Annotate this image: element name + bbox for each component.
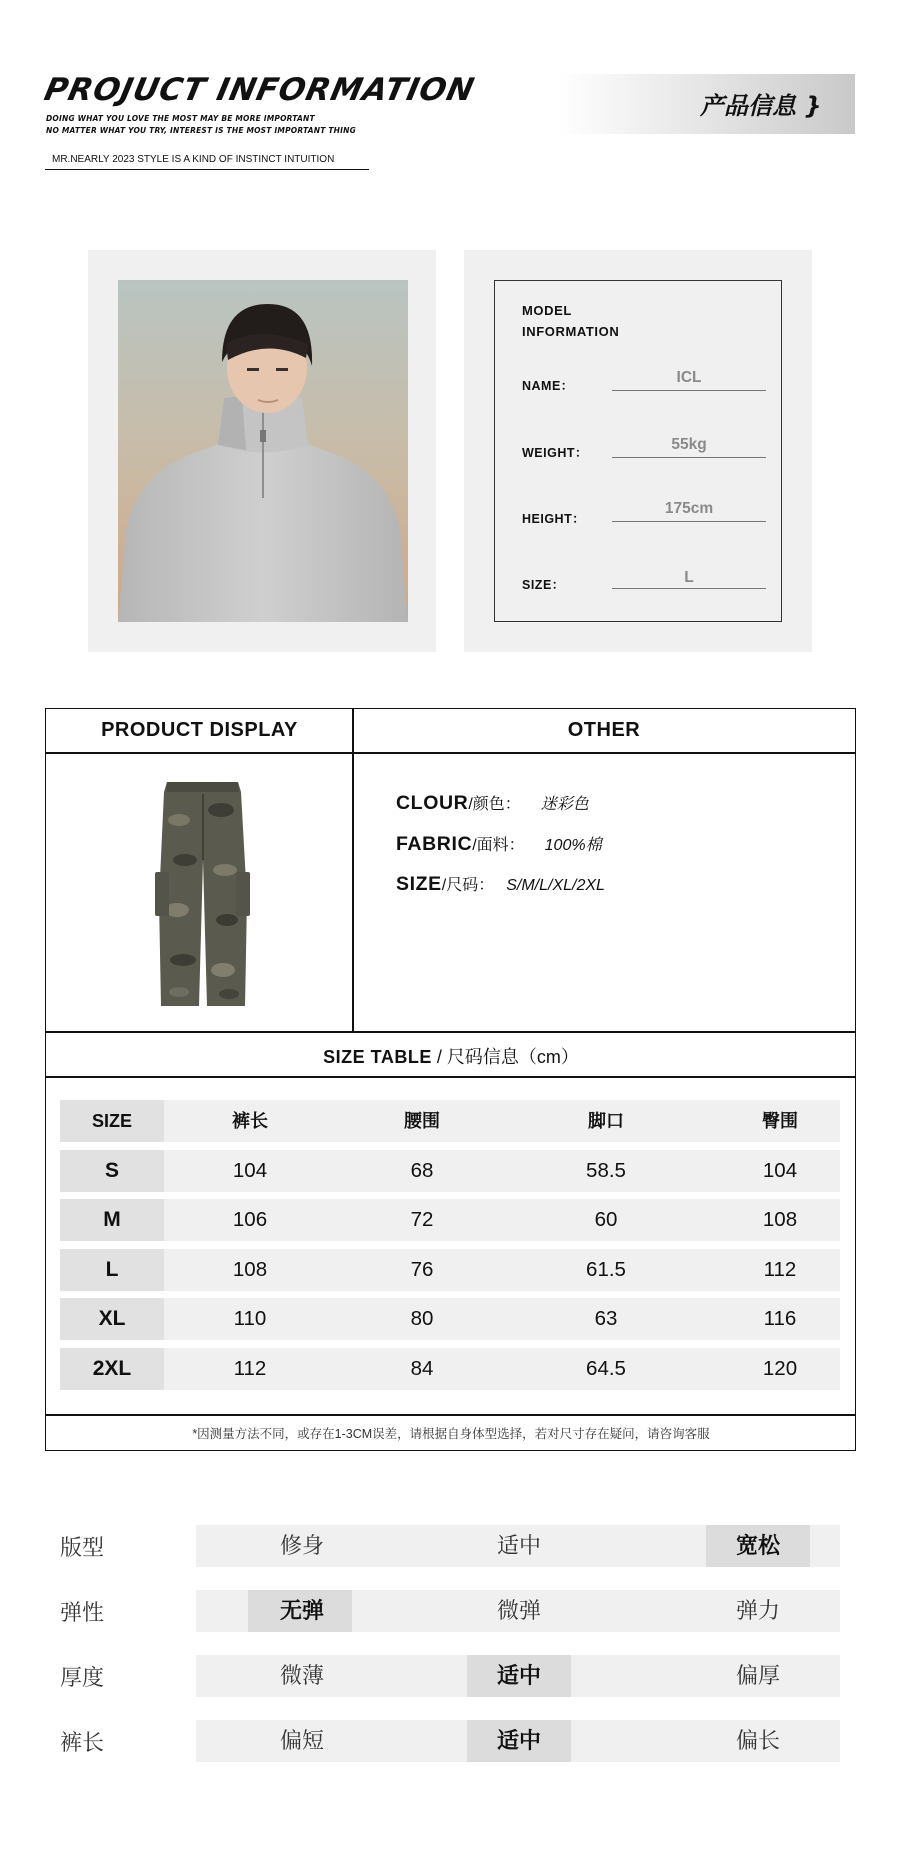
attr-fabric-value: 100%棉	[544, 837, 602, 854]
table-cell: 2XL	[92, 1357, 132, 1380]
page-title: PROJUCT INFORMATION	[41, 72, 478, 108]
table-cell: 80	[410, 1307, 434, 1330]
fit-scale-option: 修身	[279, 1533, 324, 1558]
fit-scale-label: 弹性	[60, 1600, 105, 1625]
fit-scale-option-selected: 适中	[496, 1728, 541, 1753]
table-cell: XL	[98, 1307, 126, 1330]
table-cell: 58.5	[586, 1159, 626, 1182]
fit-scale-label: 厚度	[60, 1665, 105, 1690]
model-card-title-line-1: MODEL	[522, 303, 572, 318]
table-cell: M	[103, 1208, 121, 1231]
size-table-title	[47, 1043, 855, 1069]
model-card-title-line-2: INFORMATION	[522, 324, 620, 339]
model-weight-line	[612, 457, 766, 458]
table-cell: 116	[763, 1307, 797, 1330]
product-image	[155, 780, 250, 1008]
table-cell: 110	[233, 1307, 267, 1330]
size-header-length: 裤长	[232, 1111, 268, 1131]
model-card-title	[522, 300, 619, 342]
attr-colour	[396, 791, 589, 815]
table-cell: 108	[232, 1258, 268, 1281]
table-cell: 106	[232, 1208, 268, 1231]
attr-colour-key-cn: /颜色：	[468, 796, 521, 813]
table-divider-4	[45, 1414, 856, 1416]
header-underline	[45, 169, 369, 170]
table-cell: 104	[232, 1159, 268, 1182]
table-column-divider	[352, 708, 354, 1032]
model-weight-value: 55kg	[671, 436, 707, 453]
fit-scale-label: 裤长	[60, 1730, 105, 1755]
product-display-header: PRODUCT DISPLAY	[101, 719, 298, 741]
model-size-line	[612, 588, 766, 589]
attr-size	[396, 872, 605, 896]
model-size-value: L	[684, 569, 694, 586]
fit-scale-option-selected: 无弹	[279, 1598, 324, 1623]
table-cell: 61.5	[586, 1258, 626, 1281]
model-height-line	[612, 521, 766, 522]
size-footnote: *因测量方法不同，或存在1-3CM误差，请根据自身体型选择，若对尺寸存在疑问，请咨询客服	[192, 1427, 710, 1441]
attr-fabric	[396, 832, 602, 856]
table-cell: 60	[594, 1208, 618, 1231]
header-cn-title: 产品信息 }	[700, 92, 822, 120]
header-subline-2: NO MATTER WHAT YOU TRY, INTEREST IS THE MOST IMPORTANT THING	[46, 126, 356, 135]
model-weight-label: WEIGHT：	[522, 446, 588, 460]
table-cell: 64.5	[586, 1357, 626, 1380]
table-cell: L	[105, 1258, 119, 1281]
other-header: OTHER	[567, 719, 641, 741]
table-cell: 112	[763, 1258, 797, 1281]
table-cell: 72	[410, 1208, 434, 1231]
size-header-hem: 脚口	[588, 1111, 624, 1131]
size-header-size: SIZE	[91, 1111, 132, 1131]
model-name-value: ICL	[676, 369, 702, 386]
attr-colour-value: 迷彩色	[540, 796, 589, 813]
fit-scale-option: 微弹	[496, 1598, 541, 1623]
attr-colour-key: CLOUR	[396, 792, 469, 814]
table-divider-2	[45, 1031, 856, 1033]
fit-scale-option: 微薄	[279, 1663, 324, 1688]
table-cell: 68	[410, 1159, 434, 1182]
table-cell: 104	[762, 1159, 798, 1182]
model-height-label: HEIGHT：	[522, 512, 586, 526]
size-table-title-cn: / 尺码信息（cm）	[431, 1047, 579, 1067]
fit-scale-option-selected: 适中	[496, 1663, 541, 1688]
attr-fabric-key: FABRIC	[396, 833, 473, 855]
model-size-label: SIZE：	[522, 578, 565, 592]
header-tagline: MR.NEARLY 2023 STYLE IS A KIND OF INSTINCT INTUITION	[52, 154, 335, 165]
fit-scale-option: 偏短	[279, 1728, 324, 1753]
fit-scale-option: 弹力	[735, 1598, 780, 1623]
attr-size-key-cn: /尺码：	[441, 877, 495, 894]
model-photo	[118, 280, 408, 622]
size-header-waist: 腰围	[404, 1111, 440, 1131]
header-subline-1: DOING WHAT YOU LOVE THE MOST MAY BE MORE IMPORTANT	[46, 114, 315, 123]
table-cell: 63	[594, 1307, 618, 1330]
size-table-title-en: SIZE TABLE	[323, 1047, 432, 1067]
attr-size-key: SIZE	[396, 873, 442, 895]
table-cell: 112	[233, 1357, 267, 1380]
fit-scale-option: 适中	[496, 1533, 541, 1558]
fit-scale-option-selected: 宽松	[735, 1533, 780, 1558]
model-height-value: 175cm	[664, 500, 714, 517]
fit-scale-label: 版型	[60, 1535, 105, 1560]
table-cell: 76	[410, 1258, 434, 1281]
table-cell: 108	[762, 1208, 798, 1231]
model-name-line	[612, 390, 766, 391]
fit-scale-option: 偏厚	[735, 1663, 780, 1688]
size-header-hip: 臀围	[762, 1111, 798, 1131]
table-divider-3	[45, 1076, 856, 1078]
table-divider-1	[45, 752, 856, 754]
table-cell: 84	[410, 1357, 434, 1380]
attr-size-value: S/M/L/XL/2XL	[506, 877, 605, 894]
model-name-label: NAME：	[522, 379, 574, 393]
table-cell: 120	[762, 1357, 798, 1380]
attr-fabric-key-cn: /面料：	[472, 837, 525, 854]
table-cell: S	[104, 1159, 119, 1182]
fit-scale-option: 偏长	[735, 1728, 780, 1753]
